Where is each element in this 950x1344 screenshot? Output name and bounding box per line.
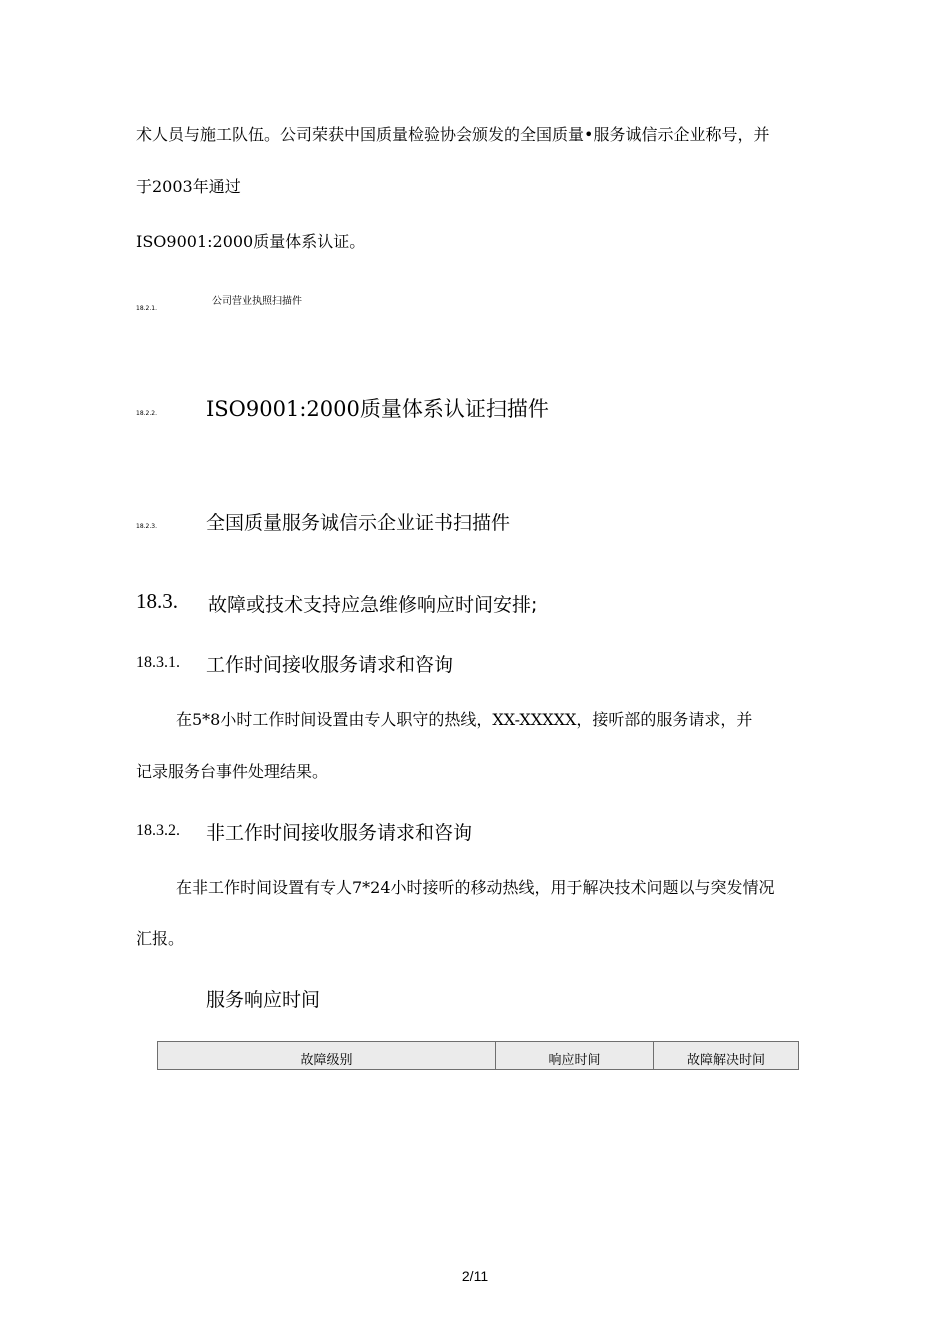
subsection-title-18-3-2: 非工作时间接收服务请求和咨询	[206, 822, 473, 844]
paragraph-18-3-1-line-2: 记录服务台事件处理结果。	[136, 762, 329, 781]
item-title-iso-certificate: ISO9001:2000质量体系认证扫描件	[206, 397, 549, 421]
intro-line-2: 于2003年通过	[136, 177, 241, 196]
paragraph-18-3-2-line-2: 汇报。	[136, 929, 185, 948]
subsection-number-18-3-2: 18.3.2.	[136, 822, 180, 839]
item-number-18-2-2: 18.2.2.	[136, 410, 157, 417]
header-response-time: 响应时间	[496, 1042, 654, 1070]
item-number-18-2-3: 18.2.3.	[136, 523, 157, 530]
table-caption: 服务响应时间	[206, 989, 321, 1011]
intro-line-3: ISO9001:2000质量体系认证。	[136, 232, 366, 251]
response-time-table	[157, 1041, 799, 1070]
section-title: 故障或技术支持应急维修响应时间安排;	[208, 594, 538, 616]
header-fault-level: 故障级别	[158, 1042, 496, 1070]
table-header-row	[158, 1042, 799, 1070]
paragraph-18-3-2-line-1: 在非工作时间设置有专人7*24小时接听的移动热线，用于解决技术问题以与突发情况	[176, 878, 775, 897]
subsection-title-18-3-1: 工作时间接收服务请求和咨询	[206, 654, 454, 676]
item-title-business-license: 公司营业执照扫描件	[212, 296, 302, 307]
page-number: 2/11	[461, 1268, 489, 1284]
header-resolution-time: 故障解决时间	[654, 1042, 799, 1070]
item-number-18-2-1: 18.2.1.	[136, 305, 157, 312]
subsection-number-18-3-1: 18.3.1.	[136, 654, 180, 671]
intro-line-1: 术人员与施工队伍。公司荣获中国质量检验协会颁发的全国质量•服务诚信示企业称号，并	[136, 125, 770, 144]
paragraph-18-3-1-line-1: 在5*8小时工作时间设置由专人职守的热线，XX-XXXXX，接听部的服务请求，并	[176, 710, 753, 729]
item-title-quality-certificate: 全国质量服务诚信示企业证书扫描件	[206, 512, 511, 534]
section-number: 18.3.	[136, 589, 178, 613]
